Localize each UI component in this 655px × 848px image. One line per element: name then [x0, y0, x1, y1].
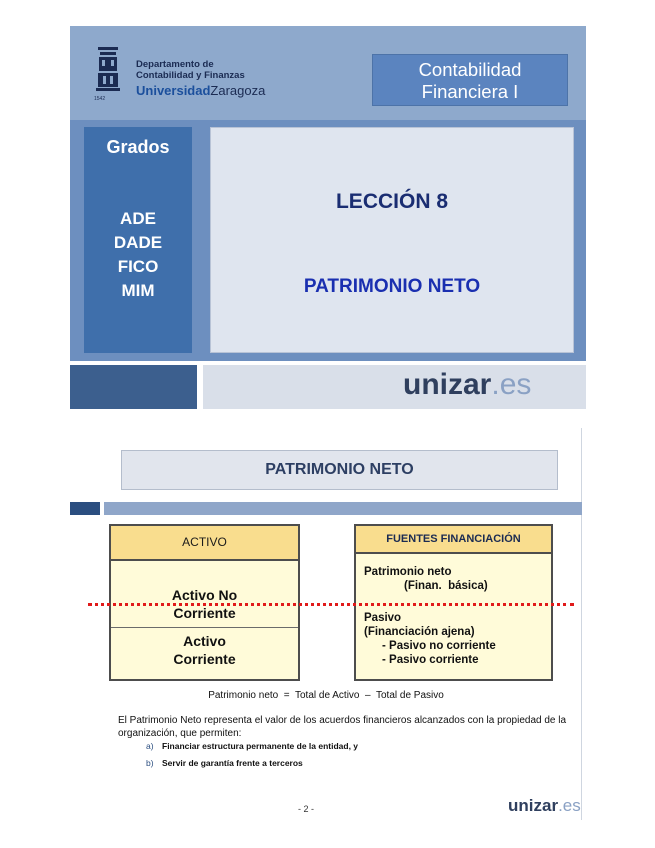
activo-c-line-2: Corriente	[173, 651, 236, 667]
slide-border	[581, 428, 582, 820]
fuentes-header: FUENTES FINANCIACIÓN	[356, 526, 551, 554]
unizar-logo	[508, 796, 581, 816]
university-prefix: Universidad	[136, 83, 211, 98]
grado-item: MIM	[121, 281, 155, 300]
brand-suffix: .es	[491, 368, 532, 401]
brand-main: unizar	[508, 796, 559, 815]
grado-item: FICO	[117, 257, 159, 276]
lesson-panel	[210, 127, 574, 353]
unizar-logo	[403, 368, 531, 402]
pasivo-corriente: - Pasivo corriente	[382, 654, 479, 666]
grados-title: Grados	[106, 137, 170, 157]
pasivo-financiacion: (Financiación ajena)	[364, 626, 475, 638]
title-slide	[70, 26, 586, 409]
brand-suffix: .es	[558, 796, 581, 815]
patrimonio-neto-label: Patrimonio neto	[364, 566, 452, 578]
activo-corriente	[111, 632, 298, 668]
lesson-topic: PATRIMONIO NETO	[303, 276, 481, 297]
activo-nc-line-1: Activo No	[171, 587, 238, 603]
course-title-box	[372, 54, 568, 106]
grados-panel	[84, 127, 192, 353]
department-line-1: Departamento de	[136, 59, 214, 70]
logo-year: 1542	[94, 96, 106, 102]
course-line-2: Financiera I	[421, 81, 519, 102]
description: El Patrimonio Neto representa el valor de los acuerdos financieros alcanzados con la propiedad de la organización, que permiten:	[118, 715, 567, 739]
university-name	[136, 83, 265, 98]
list-item-label: b)	[146, 758, 154, 768]
department-name	[136, 59, 245, 81]
pasivo-label: Pasivo	[364, 612, 402, 624]
content-slide	[70, 428, 582, 820]
page-number: - 2 -	[298, 804, 315, 814]
university-logo-icon	[96, 47, 120, 103]
footer-bar-left	[70, 365, 197, 409]
grado-item: ADE	[120, 209, 156, 228]
accent-bar-right	[104, 502, 582, 515]
slide-title: PATRIMONIO NETO	[121, 450, 558, 490]
grado-item: DADE	[113, 233, 163, 252]
course-line-1: Contabilidad	[418, 59, 522, 80]
brand-main: unizar	[403, 368, 492, 401]
list-item-text: Financiar estructura permanente de la entidad, y	[162, 741, 359, 751]
list-item	[146, 758, 303, 768]
list-item-text: Servir de garantía frente a terceros	[162, 758, 303, 768]
equation: Patrimonio neto = Total de Activo – Total de Pasivo	[208, 690, 444, 701]
patrimonio-neto-sub: (Finan. básica)	[404, 580, 488, 592]
grados-list	[84, 207, 192, 303]
dotted-divider	[88, 603, 574, 606]
activo-header: ACTIVO	[111, 526, 298, 561]
activo-nc-line-2: Corriente	[173, 605, 236, 621]
lesson-number: LECCIÓN 8	[335, 190, 448, 213]
university-city: Zaragoza	[210, 83, 266, 98]
pasivo-no-corriente: - Pasivo no corriente	[382, 640, 496, 652]
accent-bar-left	[70, 502, 100, 515]
divider	[111, 627, 298, 628]
list-item	[146, 741, 358, 751]
department-line-2: Contabilidad y Finanzas	[136, 70, 245, 81]
list-item-label: a)	[146, 741, 154, 751]
activo-c-line-1: Activo	[183, 633, 226, 649]
